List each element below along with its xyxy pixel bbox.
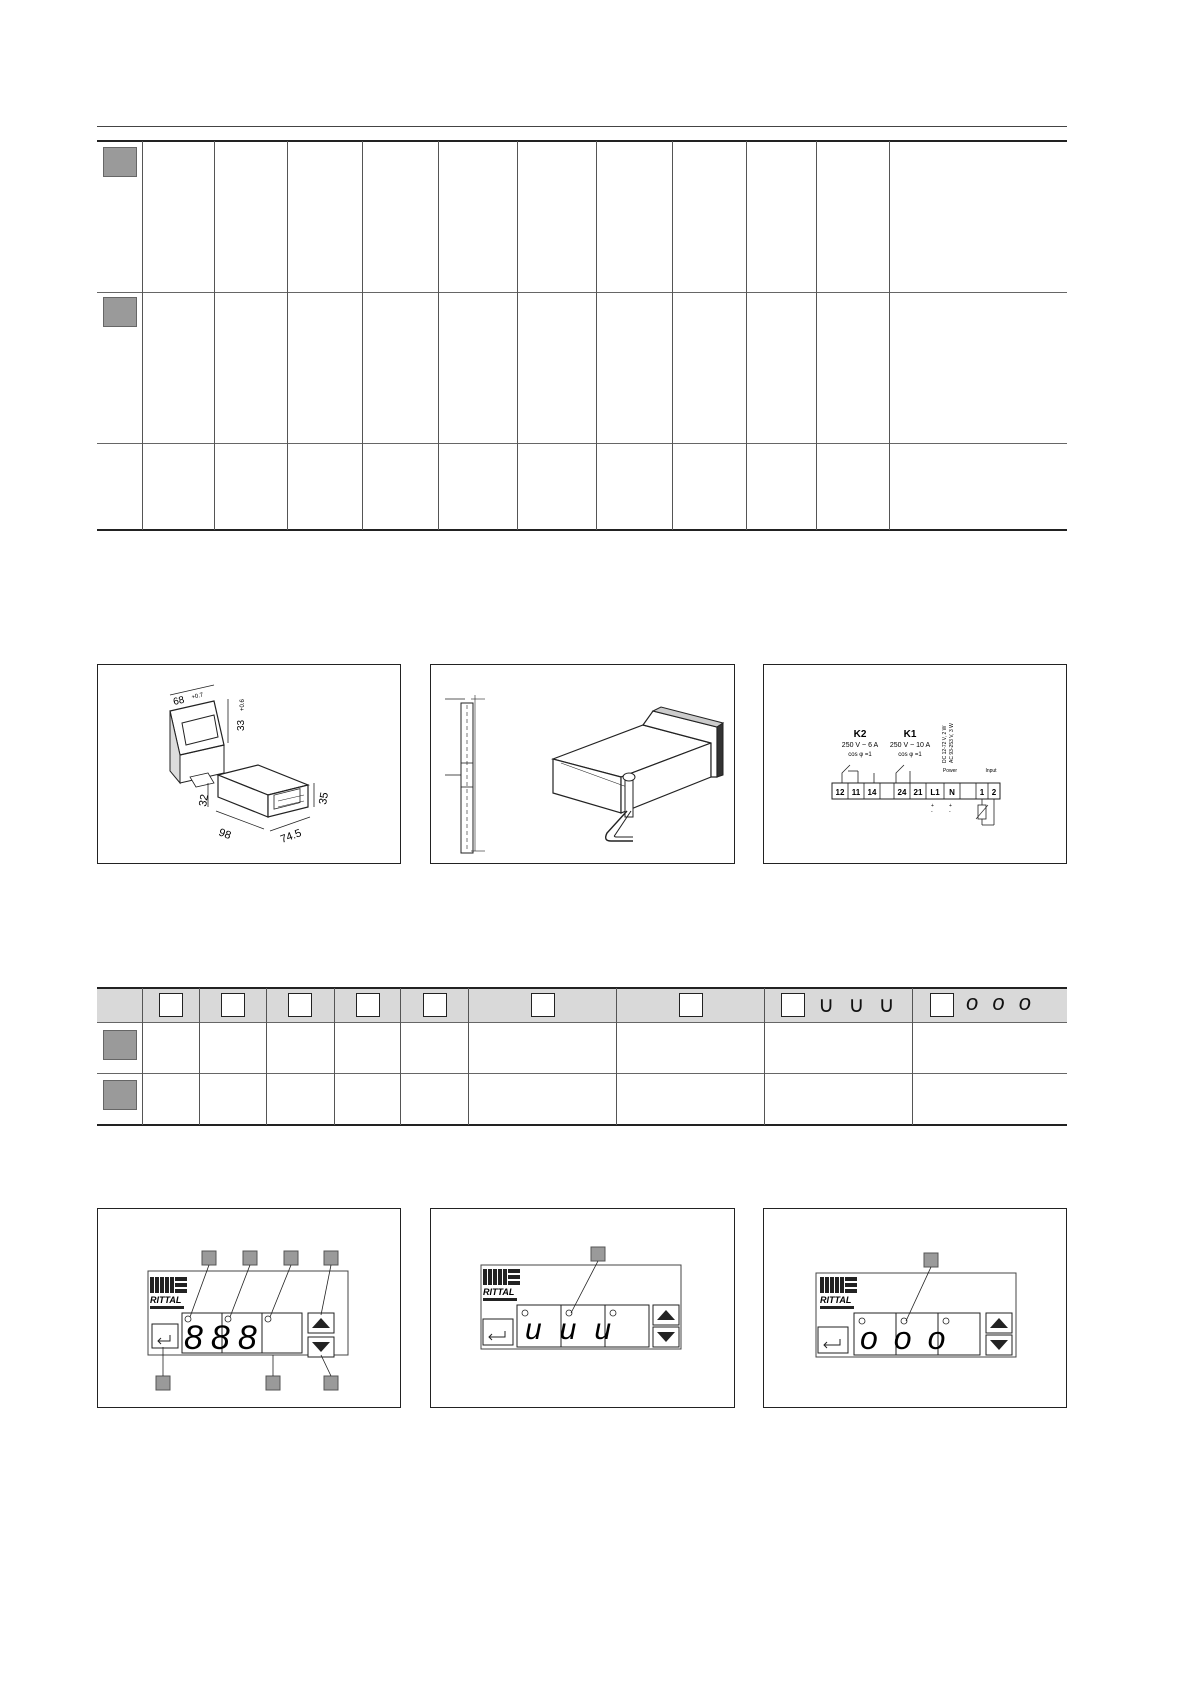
terminal-11: 11 bbox=[851, 788, 861, 797]
mounting-drawing bbox=[98, 665, 400, 863]
col-line bbox=[764, 988, 765, 1125]
col-line bbox=[912, 988, 913, 1125]
dim-35: 35 bbox=[317, 791, 332, 806]
relay-k2-cos: cos φ =1 bbox=[848, 752, 872, 758]
top-rule bbox=[97, 126, 1067, 127]
input-label: Input bbox=[985, 768, 997, 774]
wiring-drawing bbox=[764, 665, 1066, 863]
power-supply-dc: DC 12-72 V, 2 W bbox=[942, 725, 948, 763]
display-ooo-drawing bbox=[764, 1209, 1066, 1407]
power-supply-ac: AC 93-253 V, 3 W bbox=[949, 723, 955, 763]
header-marker-square bbox=[356, 993, 380, 1017]
col-line bbox=[889, 141, 890, 530]
header-marker-square bbox=[423, 993, 447, 1017]
col-line bbox=[266, 988, 267, 1125]
svg-text:-: - bbox=[949, 809, 951, 815]
col-line bbox=[362, 141, 363, 530]
header-marker-square bbox=[781, 993, 805, 1017]
col-line bbox=[142, 141, 143, 530]
dim-74-5: 74.5 bbox=[278, 827, 304, 846]
dim-98: 98 bbox=[216, 826, 233, 843]
figure-clamp-mounting bbox=[430, 664, 735, 864]
terminal-n: N bbox=[949, 788, 955, 797]
row-divider bbox=[97, 292, 1067, 293]
rittal-brand: RITTAL bbox=[483, 1287, 515, 1297]
col-line bbox=[672, 141, 673, 530]
dim-68-tol: +0.7 bbox=[191, 692, 205, 701]
relay-k1-rating: 250 V ~ 10 A bbox=[889, 742, 931, 749]
row-divider bbox=[97, 1073, 1067, 1074]
svg-text:+: + bbox=[949, 803, 952, 809]
row-marker-square bbox=[103, 147, 137, 177]
relay-k2-name: K2 bbox=[853, 729, 867, 740]
row-divider bbox=[97, 443, 1067, 444]
dim-68: 68 bbox=[172, 694, 186, 708]
col-line bbox=[214, 141, 215, 530]
terminal-1: 1 bbox=[979, 788, 985, 797]
header-glyph-u: ∪ ∪ ∪ bbox=[818, 992, 899, 1017]
table-top-border bbox=[97, 987, 1067, 989]
display-888-drawing bbox=[98, 1209, 400, 1407]
enter-key bbox=[818, 1327, 848, 1353]
col-line bbox=[142, 988, 143, 1125]
svg-text:+: + bbox=[931, 803, 934, 809]
figure-wiring-diagram bbox=[763, 664, 1067, 864]
clamp-drawing bbox=[431, 665, 734, 863]
row-marker-square bbox=[103, 1030, 137, 1060]
terminal-21: 21 bbox=[913, 788, 923, 797]
rittal-brand: RITTAL bbox=[820, 1295, 852, 1305]
row-marker-square bbox=[103, 297, 137, 327]
figure-display-ooo bbox=[763, 1208, 1067, 1408]
row-marker-square bbox=[103, 1080, 137, 1110]
col-line bbox=[438, 141, 439, 530]
dim-32: 32 bbox=[197, 793, 212, 808]
col-line bbox=[616, 988, 617, 1125]
col-line bbox=[199, 988, 200, 1125]
col-line bbox=[746, 141, 747, 530]
dim-33-tol: +0.6 bbox=[240, 699, 246, 711]
header-marker-square bbox=[531, 993, 555, 1017]
header-marker-square bbox=[221, 993, 245, 1017]
header-marker-square bbox=[930, 993, 954, 1017]
relay-k1-cos: cos φ =1 bbox=[898, 752, 922, 758]
figure-display-uuu bbox=[430, 1208, 735, 1408]
display-digits-888: 888 bbox=[184, 1319, 265, 1357]
table-bottom-border bbox=[97, 1124, 1067, 1126]
col-line bbox=[287, 141, 288, 530]
col-line bbox=[334, 988, 335, 1125]
figure-mounting-dimensions bbox=[97, 664, 401, 864]
svg-text:-: - bbox=[931, 809, 933, 815]
rittal-brand: RITTAL bbox=[150, 1295, 182, 1305]
dim-33: 33 bbox=[236, 719, 247, 731]
display-digits-uuu: uuu bbox=[525, 1313, 630, 1346]
col-line bbox=[400, 988, 401, 1125]
relay-k1-name: K1 bbox=[903, 729, 917, 740]
enter-key bbox=[152, 1324, 178, 1348]
display-uuu-drawing bbox=[431, 1209, 734, 1407]
header-marker-square bbox=[288, 993, 312, 1017]
table-bottom-border bbox=[97, 529, 1067, 531]
header-marker-square bbox=[159, 993, 183, 1017]
display-digits-ooo: ooo bbox=[860, 1320, 962, 1356]
terminal-24: 24 bbox=[897, 788, 907, 797]
power-label: Power bbox=[942, 768, 958, 774]
terminal-14: 14 bbox=[867, 788, 877, 797]
col-line bbox=[816, 141, 817, 530]
table-top-border bbox=[97, 140, 1067, 142]
header-glyph-o: o o o bbox=[966, 990, 1035, 1015]
col-line bbox=[596, 141, 597, 530]
terminal-l1: L1 bbox=[930, 788, 940, 797]
relay-k2-rating: 250 V ~ 6 A bbox=[841, 742, 879, 749]
col-line bbox=[468, 988, 469, 1125]
enter-key bbox=[483, 1319, 513, 1345]
terminal-2: 2 bbox=[991, 788, 997, 797]
header-marker-square bbox=[679, 993, 703, 1017]
col-line bbox=[517, 141, 518, 530]
figure-display-overview bbox=[97, 1208, 401, 1408]
terminal-12: 12 bbox=[835, 788, 845, 797]
row-divider bbox=[97, 1022, 1067, 1023]
